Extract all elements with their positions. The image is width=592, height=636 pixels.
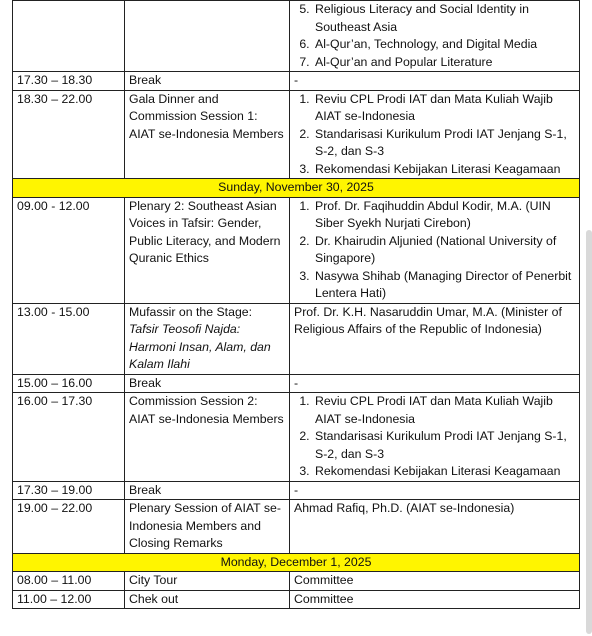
activity-cell: City Tour [125,572,290,591]
activity-cell: Break [125,374,290,393]
detail-cell: Committee [290,572,580,591]
table-row [13,393,580,482]
table-row [13,481,580,500]
activity-cell [125,303,290,374]
topic-list [294,1,575,71]
table-row [13,90,580,179]
activity-title: Mufassir on the Stage: [129,304,253,319]
time-cell: 13.00 - 15.00 [13,303,125,374]
activity-cell: Break [125,72,290,91]
table-row [13,572,580,591]
speaker-list [294,198,575,303]
activity-cell: Commission Session 2: AIAT se-Indonesia Members [125,393,290,482]
activity-cell: Plenary Session of AIAT se-Indonesia Members and Closing Remarks [125,500,290,554]
detail-cell: Committee [290,590,580,609]
detail-cell: - [290,481,580,500]
detail-cell [290,393,580,482]
table-row [13,197,580,303]
activity-cell: Break [125,481,290,500]
list-item: 3. Rekomendasi Kebijakan Literasi Keagamaan [313,463,575,481]
detail-cell [290,1,580,72]
activity-cell: Chek out [125,590,290,609]
time-cell: 08.00 – 11.00 [13,572,125,591]
list-item: 1. Prof. Dr. Faqihuddin Abdul Kodir, M.A. (UIN Siber Syekh Nurjati Cirebon) [313,198,575,233]
time-cell: 18.30 – 22.00 [13,90,125,179]
list-item: 7. Al-Qur’an and Popular Literature [313,54,575,72]
list-item: 2. Standarisasi Kurikulum Prodi IAT Jenjang S-1, S-2, dan S-3 [313,126,575,161]
activity-cell: Gala Dinner and Commission Session 1: AIAT se-Indonesia Members [125,90,290,179]
list-item: 2. Dr. Khairudin Aljunied (National University of Singapore) [313,233,575,268]
agenda-list [294,91,575,179]
detail-cell: - [290,72,580,91]
table-row [13,374,580,393]
day-header-row [13,553,580,572]
detail-cell: Prof. Dr. K.H. Nasaruddin Umar, M.A. (Minister of Religious Affairs of the Republic of Indonesia) [290,303,580,374]
schedule-table [12,0,580,609]
time-cell: 09.00 - 12.00 [13,197,125,303]
time-cell [13,1,125,72]
list-item: 2. Standarisasi Kurikulum Prodi IAT Jenjang S-1, S-2, dan S-3 [313,428,575,463]
time-cell: 17.30 – 19.00 [13,481,125,500]
list-item: 1. Reviu CPL Prodi IAT dan Mata Kuliah Wajib AIAT se-Indonesia [313,393,575,428]
day-header-row [13,179,580,198]
time-cell: 16.00 – 17.30 [13,393,125,482]
time-cell: 11.00 – 12.00 [13,590,125,609]
schedule-document [12,0,579,609]
detail-cell [290,90,580,179]
detail-cell [290,197,580,303]
table-row [13,303,580,374]
activity-subtitle: Tafsir Teosofi Najda: Harmoni Insan, Alam, dan Kalam Ilahi [129,322,271,371]
agenda-list [294,393,575,481]
table-row [13,590,580,609]
detail-cell: - [290,374,580,393]
list-item: 1. Reviu CPL Prodi IAT dan Mata Kuliah Wajib AIAT se-Indonesia [313,91,575,126]
table-row [13,500,580,554]
vertical-scrollbar[interactable] [586,230,592,634]
list-item: 5. Religious Literacy and Social Identity in Southeast Asia [313,1,575,36]
detail-cell: Ahmad Rafiq, Ph.D. (AIAT se-Indonesia) [290,500,580,554]
table-row [13,72,580,91]
day-header: Monday, December 1, 2025 [13,553,580,572]
list-item: 3. Rekomendasi Kebijakan Literasi Keagamaan [313,161,575,179]
list-item: 6. Al-Qur’an, Technology, and Digital Media [313,36,575,54]
time-cell: 19.00 – 22.00 [13,500,125,554]
time-cell: 15.00 – 16.00 [13,374,125,393]
day-header: Sunday, November 30, 2025 [13,179,580,198]
activity-cell: Plenary 2: Southeast Asian Voices in Tafsir: Gender, Public Literacy, and Modern Quranic Ethics [125,197,290,303]
list-item: 3. Nasywa Shihab (Managing Director of Penerbit Lentera Hati) [313,268,575,303]
table-row [13,1,580,72]
time-cell: 17.30 – 18.30 [13,72,125,91]
activity-cell [125,1,290,72]
